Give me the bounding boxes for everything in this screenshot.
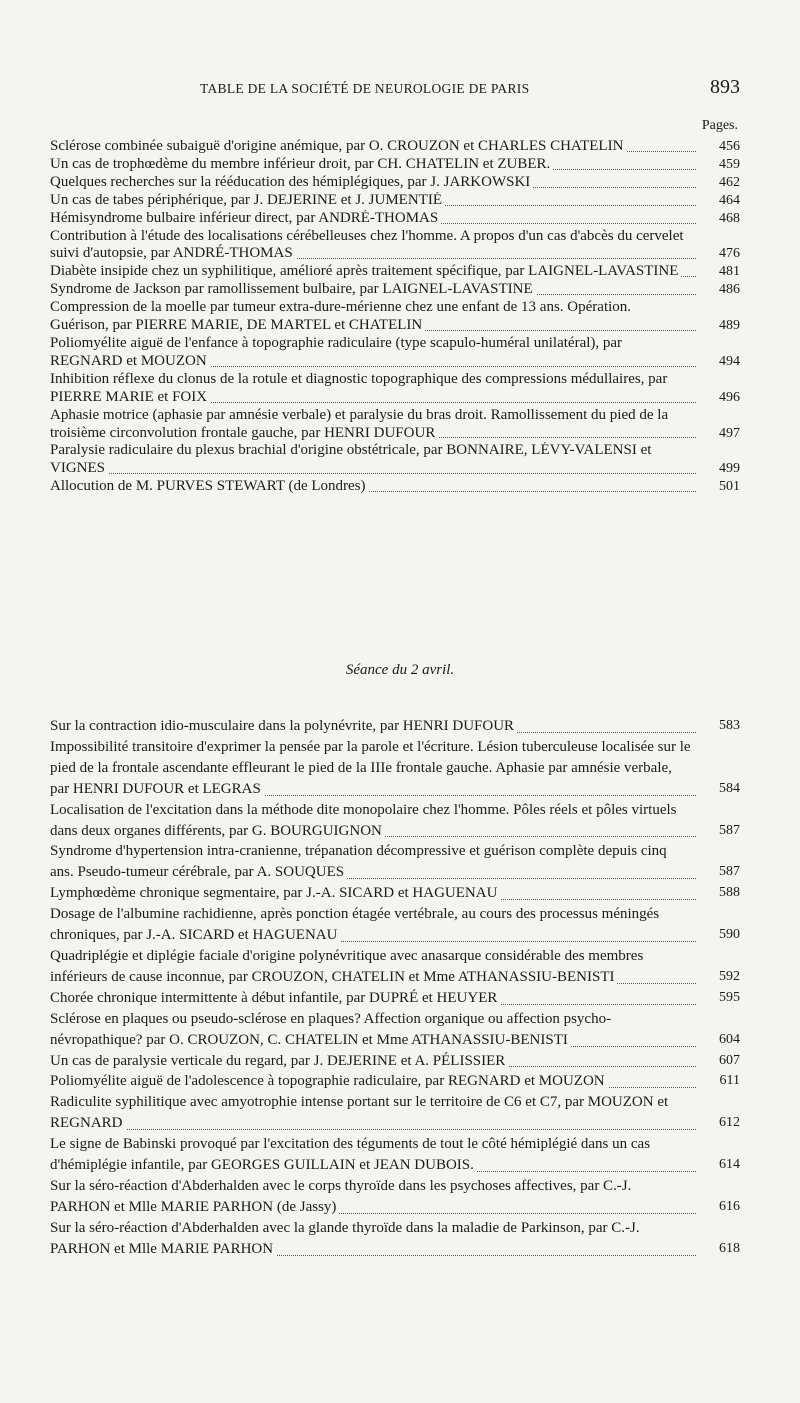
toc-entry-title	[50, 841, 696, 883]
toc-list-2	[50, 716, 740, 1260]
pages-column-label: Pages.	[701, 118, 738, 133]
toc-entry-text: Diabète insipide chez un syphilitique, amélioré après traitement spécifique, par LAIGNEL-LAVASTINE	[50, 263, 681, 279]
running-title: TABLE DE LA SOCIÉTÉ DE NEUROLOGIE DE PARIS	[200, 81, 530, 96]
toc-entry	[50, 716, 740, 737]
toc-entry	[50, 228, 740, 264]
toc-entry-text: Contribution à l'étude des localisations cérébelleuses chez l'homme. A propos d'un cas d'abcès du cervelet suivi d'autopsie, par ANDRÉ-THOMAS	[50, 227, 684, 262]
toc-entry-text: Sur la séro-réaction d'Abderhalden avec le corps thyroïde dans les psychoses affectives, par C.-J. PARHON et Mlle MARIE PARHON (de Jassy)	[50, 1177, 632, 1215]
toc-entry-title	[50, 299, 696, 335]
toc-entry-text: Dosage de l'albumine rachidienne, après ponction étagée vertébrale, au cours des processus méningés chroniques, par J.-A. SICARD et HAGUENAU	[50, 906, 660, 944]
page-number: 893	[710, 76, 740, 98]
toc-entry-page: 595	[719, 989, 740, 1005]
toc-entry	[50, 210, 740, 228]
toc-entry-text: Impossibilité transitoire d'exprimer la pensée par la parole et l'écriture. Lésion tuberculeuse localisée sur le pied de la frontale ascendante effleurant le pied de la IIIe frontale gauche. Aphasie par amnésie verbale, par HENRI DUFOUR et LEGRAS	[50, 738, 691, 797]
toc-entry-title	[50, 716, 696, 737]
toc-entry-text: Lymphœdème chronique segmentaire, par J.-A. SICARD et HAGUENAU	[50, 885, 500, 901]
toc-entry-page: 494	[719, 353, 740, 369]
toc-entry-text: Allocution de M. PURVES STEWART (de Londres)	[50, 478, 369, 494]
toc-entry-text: Syndrome d'hypertension intra-cranienne, trépanation décompressive et guérison complète depuis cinq ans. Pseudo-tumeur cérébrale, par A. SOUQUES	[50, 843, 667, 881]
toc-entry-text: Syndrome de Jackson par ramollissement bulbaire, par LAIGNEL-LAVASTINE	[50, 281, 536, 297]
toc-entry-page: 618	[719, 1240, 740, 1256]
toc-entry-page: 496	[719, 389, 740, 405]
toc-entry-title	[50, 800, 696, 842]
toc-entry-page: 476	[719, 246, 740, 262]
toc-entry-text: Quelques recherches sur la rééducation des hémiplégiques, par J. JARKOWSKI	[50, 174, 533, 190]
toc-entry-text: Sur la contraction idio-musculaire dans la polynévrite, par HENRI DUFOUR	[50, 718, 517, 734]
toc-entry-title	[50, 883, 696, 904]
toc-entry-title	[50, 1071, 696, 1092]
toc-entry-text: Chorée chronique intermittente à début infantile, par DUPRÉ et HEUYER	[50, 990, 500, 1006]
toc-entry-text: Sclérose combinée subaiguë d'origine anémique, par O. CROUZON et CHARLES CHATELIN	[50, 138, 626, 154]
toc-entry-page: 459	[719, 156, 740, 172]
toc-entry-title	[50, 737, 696, 800]
toc-entry	[50, 281, 740, 299]
toc-entry	[50, 988, 740, 1009]
toc-entry-text: Inhibition réflexe du clonus de la rotule et diagnostic topographique des compressions médullaires, par PIERRE MARIE et FOIX	[50, 370, 668, 405]
toc-entry-title	[50, 138, 696, 156]
toc-entry	[50, 800, 740, 842]
toc-entry-page: 501	[719, 479, 740, 495]
toc-entry	[50, 478, 740, 496]
toc-entry-page: 607	[719, 1052, 740, 1068]
toc-entry-page: 588	[719, 885, 740, 901]
section-heading: Séance du 2 avril.	[345, 662, 455, 678]
toc-entry-page: 616	[719, 1198, 740, 1214]
toc-entry-text: Quadriplégie et diplégie faciale d'origine polynévritique avec anasarque considérable des membres inférieurs de cause inconnue, par CROUZON, CHATELIN et Mme ATHANASSIU-BENISTI	[50, 947, 644, 985]
toc-entry-title	[50, 210, 696, 228]
toc-entry-title	[50, 407, 696, 443]
toc-entry-title	[50, 946, 696, 988]
toc-entry-title	[50, 228, 696, 264]
toc-entry-page: 604	[719, 1031, 740, 1047]
toc-entry-page: 481	[719, 264, 740, 280]
toc-entry-title	[50, 1092, 696, 1134]
toc-entry-page: 462	[719, 174, 740, 190]
toc-entry	[50, 1092, 740, 1134]
toc-entry	[50, 371, 740, 407]
toc-entry	[50, 1009, 740, 1051]
toc-entry-page: 584	[719, 780, 740, 796]
toc-entry-page: 592	[719, 968, 740, 984]
toc-entry-text: Un cas de paralysie verticale du regard, par J. DEJERINE et A. PÉLISSIER	[50, 1053, 508, 1069]
toc-entry	[50, 737, 740, 800]
toc-entry	[50, 946, 740, 988]
toc-entry-text: Le signe de Babinski provoqué par l'excitation des téguments de tout le côté hémiplégié dans un cas d'hémiplégie infantile, par GEORGES GUILLAIN et JEAN DUBOIS.	[50, 1136, 651, 1174]
toc-entry-title	[50, 335, 696, 371]
toc-entry	[50, 1071, 740, 1092]
toc-entry-text: Sclérose en plaques ou pseudo-sclérose en plaques? Affection organique ou affection psycho-névropathique? par O. CROUZON, C. CHATELIN et Mme ATHANASSIU-BENISTI	[50, 1010, 612, 1048]
toc-entry	[50, 883, 740, 904]
toc-entry-page: 590	[719, 927, 740, 943]
toc-entry	[50, 138, 740, 156]
toc-entry-text: Poliomyélite aiguë de l'enfance à topographie radiculaire (type scapulo-huméral unilatéral), par REGNARD et MOUZON	[50, 334, 623, 369]
toc-entry-title	[50, 1134, 696, 1176]
toc-entry-title	[50, 263, 696, 281]
toc-entry	[50, 192, 740, 210]
toc-entry-title	[50, 192, 696, 210]
toc-entry	[50, 335, 740, 371]
toc-entry-text: Paralysie radiculaire du plexus brachial d'origine obstétricale, par BONNAIRE, LÉVY-VALENSI et VIGNES	[50, 442, 652, 477]
toc-entry	[50, 841, 740, 883]
toc-entry-page: 486	[719, 282, 740, 298]
toc-list-1	[50, 138, 740, 496]
toc-entry	[50, 904, 740, 946]
toc-entry-title	[50, 156, 696, 174]
toc-entry-title	[50, 988, 696, 1009]
toc-entry	[50, 1176, 740, 1218]
toc-entry-title	[50, 1176, 696, 1218]
toc-entry	[50, 407, 740, 443]
toc-entry-page: 464	[719, 192, 740, 208]
toc-entry	[50, 156, 740, 174]
toc-entry-title	[50, 1009, 696, 1051]
toc-entry	[50, 1134, 740, 1176]
page-header	[50, 78, 740, 104]
toc-entry-text: Hémisyndrome bulbaire inférieur direct, par ANDRÉ-THOMAS	[50, 210, 441, 226]
toc-entry-page: 614	[719, 1157, 740, 1173]
toc-entry-page: 583	[719, 718, 740, 733]
toc-entry-page: 587	[719, 864, 740, 880]
toc-entry-title	[50, 904, 696, 946]
toc-entry	[50, 263, 740, 281]
toc-entry-text: Poliomyélite aiguë de l'adolescence à topographie radiculaire, par REGNARD et MOUZON	[50, 1073, 608, 1089]
toc-entry-text: Un cas de trophœdème du membre inférieur droit, par CH. CHATELIN et ZUBER.	[50, 156, 553, 172]
toc-entry-text: Sur la séro-réaction d'Abderhalden avec la glande thyroïde dans la maladie de Parkinson, par C.-J. PARHON et Mlle MARIE PARHON	[50, 1219, 640, 1257]
toc-entry-text: Localisation de l'excitation dans la méthode dite monopolaire chez l'homme. Pôles réels et pôles virtuels dans deux organes différents, par G. BOURGUIGNON	[50, 801, 677, 839]
toc-entry-text: Radiculite syphilitique avec amyotrophie intense portant sur le territoire de C6 et C7, par MOUZON et REGNARD	[50, 1094, 669, 1132]
toc-entry-page: 611	[719, 1073, 740, 1089]
toc-entry-title	[50, 1051, 696, 1072]
toc-entry	[50, 1051, 740, 1072]
toc-entry-page: 489	[719, 318, 740, 334]
toc-entry	[50, 1218, 740, 1260]
toc-entry	[50, 174, 740, 192]
toc-entry-page: 587	[719, 822, 740, 838]
toc-entry	[50, 299, 740, 335]
toc-entry-page: 499	[719, 461, 740, 477]
toc-entry-page: 456	[719, 139, 740, 154]
toc-entry-text: Aphasie motrice (aphasie par amnésie verbale) et paralysie du bras droit. Ramollissement du pied de la troisième circonvolution frontale gauche, par HENRI DUFOUR	[50, 406, 669, 441]
toc-entry-title	[50, 174, 696, 192]
toc-entry	[50, 442, 740, 478]
toc-entry-page: 612	[719, 1115, 740, 1131]
toc-entry-title	[50, 371, 696, 407]
toc-entry-title	[50, 1218, 696, 1260]
toc-entry-text: Compression de la moelle par tumeur extra-dure-mérienne chez une enfant de 13 ans. Opération. Guérison, par PIERRE MARIE, DE MARTEL et CHATELIN	[50, 299, 632, 334]
toc-entry-page: 468	[719, 210, 740, 226]
toc-entry-title	[50, 442, 696, 478]
toc-entry-title	[50, 281, 696, 299]
toc-entry-page: 497	[719, 425, 740, 441]
toc-entry-text: Un cas de tabes périphérique, par J. DEJERINE et J. JUMENTIÉ	[50, 192, 445, 208]
toc-entry-title	[50, 478, 696, 496]
